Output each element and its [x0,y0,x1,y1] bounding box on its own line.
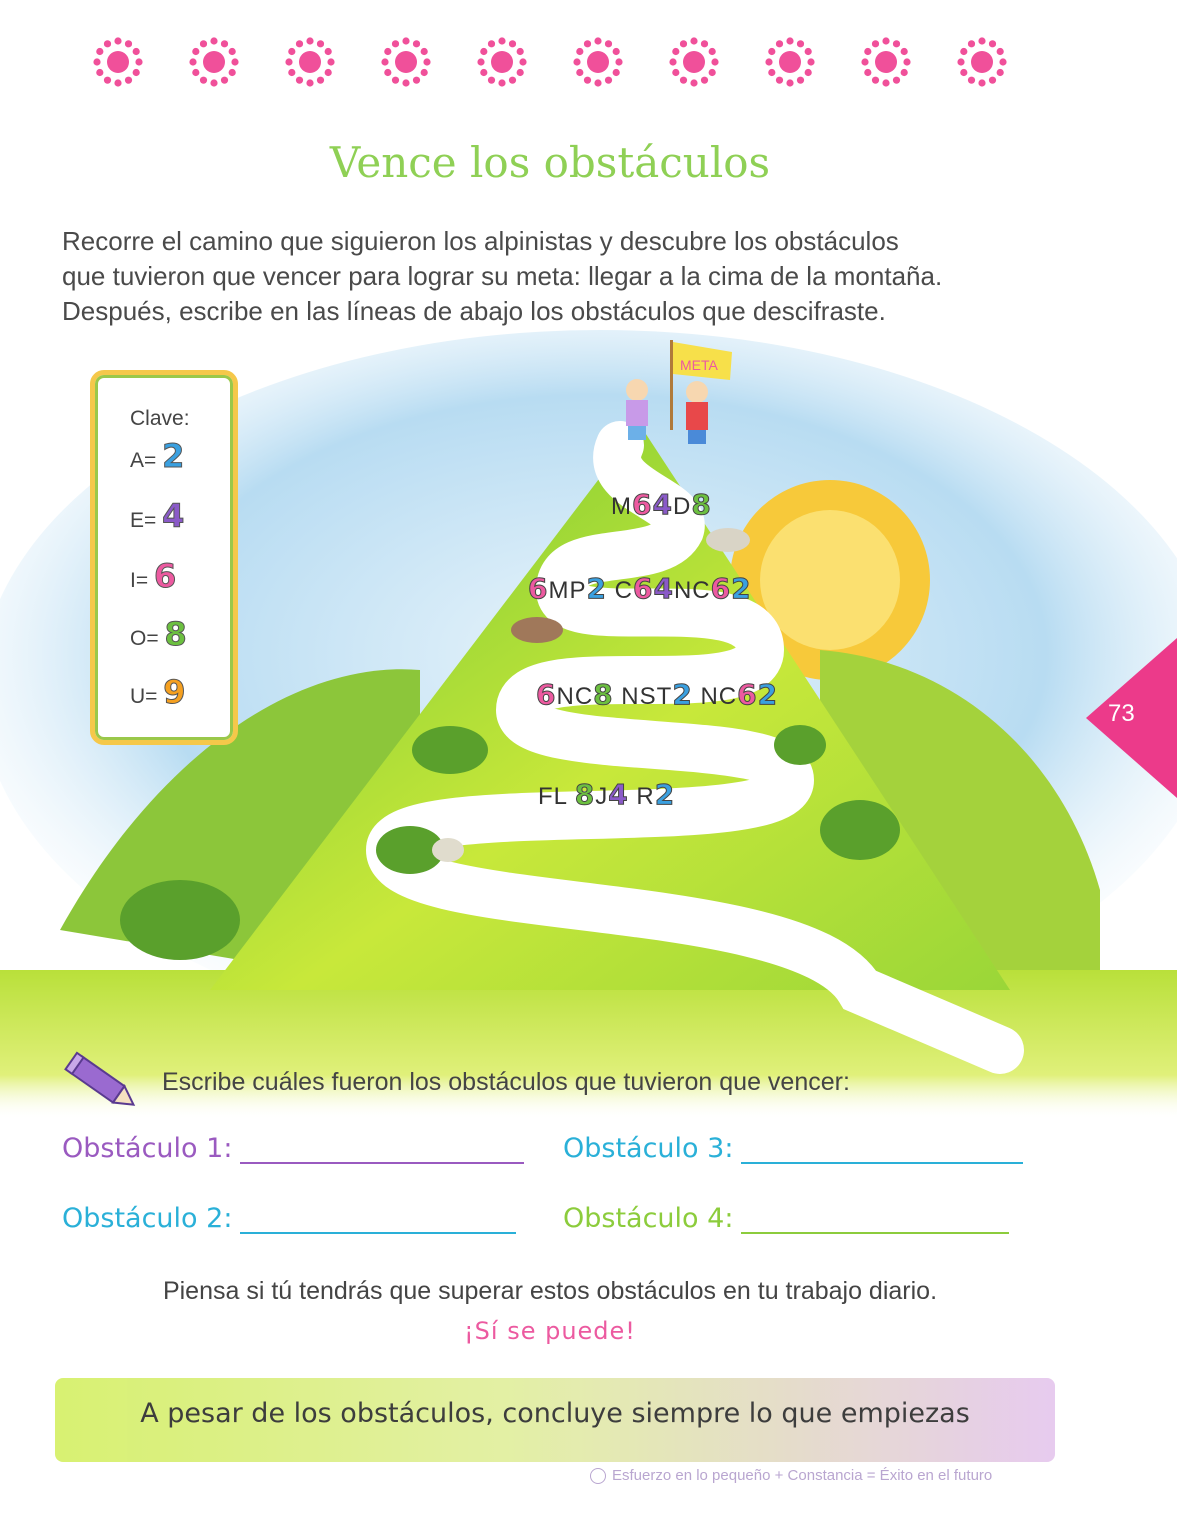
key-number: 8 [164,615,187,653]
key-row-o [130,615,187,653]
obstacle-2-field[interactable] [62,1203,516,1234]
pencil-icon [62,1048,146,1120]
flower-icon [381,37,430,86]
value-banner [55,1378,1055,1462]
footer-motto [590,1467,992,1484]
key-row-u [130,673,186,711]
code-word-1: M64D8 [611,488,712,521]
flower-icon [861,37,910,86]
key-letter: O= [130,627,159,650]
flower-icon [765,37,814,86]
key-number: 2 [162,437,185,475]
key-row-a [130,437,184,475]
flag-label: META [680,357,718,373]
flower-icon [477,37,526,86]
obstacle-3-label: Obstáculo 3: [563,1133,734,1164]
obstacle-1-label: Obstáculo 1: [62,1133,233,1164]
key-number: 6 [153,557,177,595]
flower-icon [93,37,142,86]
reflection-text: Piensa si tú tendrás que superar estos obstáculos en tu trabajo diario. [162,1277,938,1305]
key-box [90,370,238,745]
obstacle-2-label: Obstáculo 2: [62,1203,233,1234]
key-letter: A= [130,449,157,472]
banner-text: A pesar de los obstáculos, concluye siempre lo que empiezas [140,1398,970,1429]
smiley-icon [590,1468,606,1484]
code-word-4: FL 8J4 R2 [538,778,676,811]
key-number: 9 [163,673,186,711]
key-letter: U= [130,685,158,708]
code-word-3: 6NC8 NST2 NC62 [536,678,779,711]
intro-line-3: Después, escribe en las líneas de abajo los obstáculos que descifraste. [62,296,886,326]
instruction-text: Escribe cuáles fueron los obstáculos que tuvieron que vencer: [162,1068,850,1096]
flower-border [88,30,1028,100]
obstacle-4-label: Obstáculo 4: [563,1203,734,1234]
flower-icon [573,37,622,86]
key-title: Clave: [130,407,190,430]
intro-line-1: Recorre el camino que siguieron los alpinistas y descubre los obstáculos [62,226,899,256]
obstacle-4-field[interactable] [563,1203,1009,1234]
key-letter: I= [130,569,149,592]
page-number: 73 [1108,700,1135,727]
key-number: 4 [162,497,185,535]
key-letter: E= [130,509,157,532]
footer-text: Esfuerzo en lo pequeño + Constancia = Éxito en el futuro [612,1467,993,1484]
obstacle-3-field[interactable] [563,1133,1023,1164]
key-row-i [130,557,176,595]
obstacle-1-field[interactable] [62,1133,524,1164]
key-row-e [130,497,184,535]
flower-icon [957,37,1006,86]
cheer-text: ¡Sí se puede! [464,1317,636,1345]
flower-icon [285,37,334,86]
intro-paragraph [62,224,1042,329]
page-title: Vence los obstáculos [329,138,771,187]
flower-icon [669,37,718,86]
intro-line-2: que tuvieron que vencer para lograr su meta: llegar a la cima de la montaña. [62,261,943,291]
flower-icon [189,37,238,86]
code-word-2: 6MP2 C64NC62 [528,572,752,605]
